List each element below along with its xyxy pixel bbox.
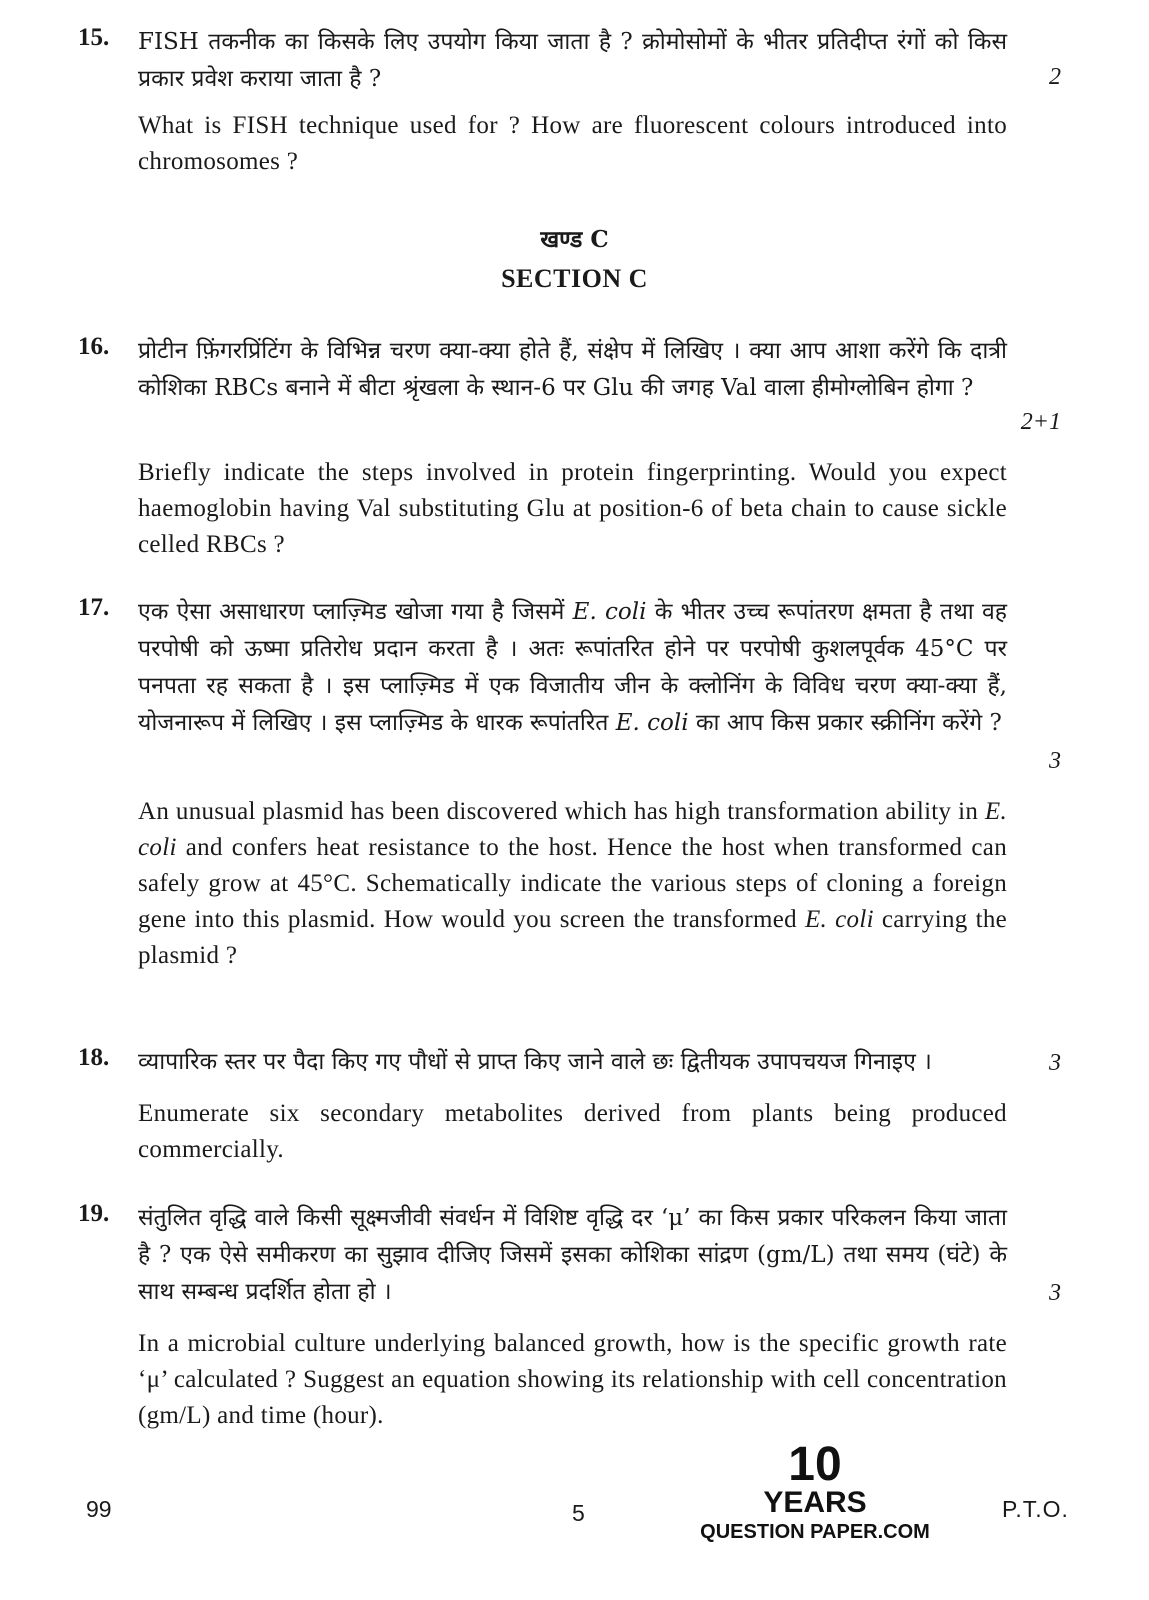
text-segment: carrying the plasmid ? <box>138 906 1008 969</box>
question-number: 18. <box>78 1044 110 1071</box>
pto-label: P.T.O. <box>1002 1496 1069 1522</box>
question-marks: 3 <box>1049 1050 1061 1076</box>
text-segment: एक ऐसा असाधारण प्लाज़्मिड खोजा गया है जिसमें <box>138 599 573 625</box>
question-english-text: Briefly indicate the steps involved in protein fingerprinting. Would you expect haemoglobin having Val substituting Glu at position-6 of beta chain to cause sickle celled RBCs ? <box>138 459 1007 558</box>
organism-name: E. coli <box>572 599 647 625</box>
question-hindi-text: FISH तकनीक का किसके लिए उपयोग किया जाता है ? क्रोमोसोमों के भीतर प्रतिदीप्त रंगों को किस प्रकार प्रवेश कराया जाता है ? <box>138 29 1007 92</box>
watermark-logo <box>700 1440 930 1550</box>
organism-name: E. coli <box>804 906 874 933</box>
question-marks: 2+1 <box>1020 409 1061 435</box>
question-english-text: In a microbial culture underlying balanced growth, how is the specific growth rate ‘μ’ calculated ? Suggest an equation showing its relationship with cell concentration (gm/L) and time (hour). <box>138 1330 1007 1429</box>
organism-name: E. coli <box>138 798 1007 861</box>
logo-site: QUESTION PAPER.COM <box>700 1521 930 1543</box>
question-marks: 3 <box>1049 748 1061 774</box>
question-marks: 3 <box>1049 1280 1061 1306</box>
question-marks: 2 <box>1049 64 1061 90</box>
text-segment: का आप किस प्रकार स्क्रीनिंग करेंगे ? <box>688 710 1002 736</box>
question-number: 17. <box>78 594 110 621</box>
question-english-text: What is FISH technique used for ? How are fluorescent colours introduced into chromosomes ? <box>138 112 1007 175</box>
question-english-text <box>138 794 1007 974</box>
page-number: 5 <box>572 1500 585 1526</box>
question-hindi-text: संतुलित वृद्धि वाले किसी सूक्ष्मजीवी संवर्धन में विशिष्ट वृद्धि दर ‘μ’ का किस प्रकार परिकलन किया जाता है ? एक ऐसे समीकरण का सुझाव दीजिए जिसमें इसका कोशिका सांद्रण (gm/L) तथा समय (घंटे) के साथ सम्बन्ध प्रदर्शित होता हो । <box>138 1205 1007 1305</box>
question-hindi-text: प्रोटीन फ़िंगरप्रिंटिंग के विभिन्न चरण क्या-क्या होते हैं, संक्षेप में लिखिए । क्या आप आशा करेंगे कि दात्री कोशिका RBCs बनाने में बीटा श्रृंखला के स्थान-6 पर Glu की जगह Val वाला हीमोग्लोबिन होगा ? <box>138 338 1007 401</box>
paper-code: 99 <box>86 1496 112 1522</box>
logo-number: 10 <box>788 1438 842 1491</box>
question-english-text: Enumerate six secondary metabolites derived from plants being produced commercially. <box>138 1100 1007 1163</box>
section-heading-english: SECTION C <box>501 264 648 293</box>
logo-years: YEARS <box>763 1486 867 1519</box>
organism-name: E. coli <box>615 710 689 736</box>
question-number: 16. <box>78 333 110 360</box>
text-segment: An unusual plasmid has been discovered which has high transformation ability in <box>138 798 985 825</box>
section-heading-hindi: खण्ड C <box>540 226 609 253</box>
question-hindi-text: व्यापारिक स्तर पर पैदा किए गए पौधों से प्राप्त किए जाने वाले छः द्वितीयक उपापचयज गिनाइए । <box>138 1049 932 1075</box>
text-segment: के भीतर उच्च रूपांतरण क्षमता है तथा वह परपोषी को ऊष्मा प्रतिरोध प्रदान करता है । अतः रूपांतरित होने पर परपोषी कुशलपूर्वक 45°C पर पनपता रह सकता है । इस प्लाज़्मिड में एक विजातीय जीन के क्लोनिंग के विविध चरण क्या-क्या हैं, योजनारूप में लिखिए । इस प्लाज़्मिड के धारक रूपांतरित <box>138 599 1007 736</box>
question-hindi-text <box>138 594 1007 742</box>
question-number: 15. <box>78 24 110 51</box>
question-number: 19. <box>78 1200 110 1227</box>
text-segment: and confers heat resistance to the host. Hence the host when transformed can safely grow at 45°C. Schematically indicate the various steps of cloning a foreign gene into this plasmid. How would you screen the transformed <box>138 834 1007 933</box>
